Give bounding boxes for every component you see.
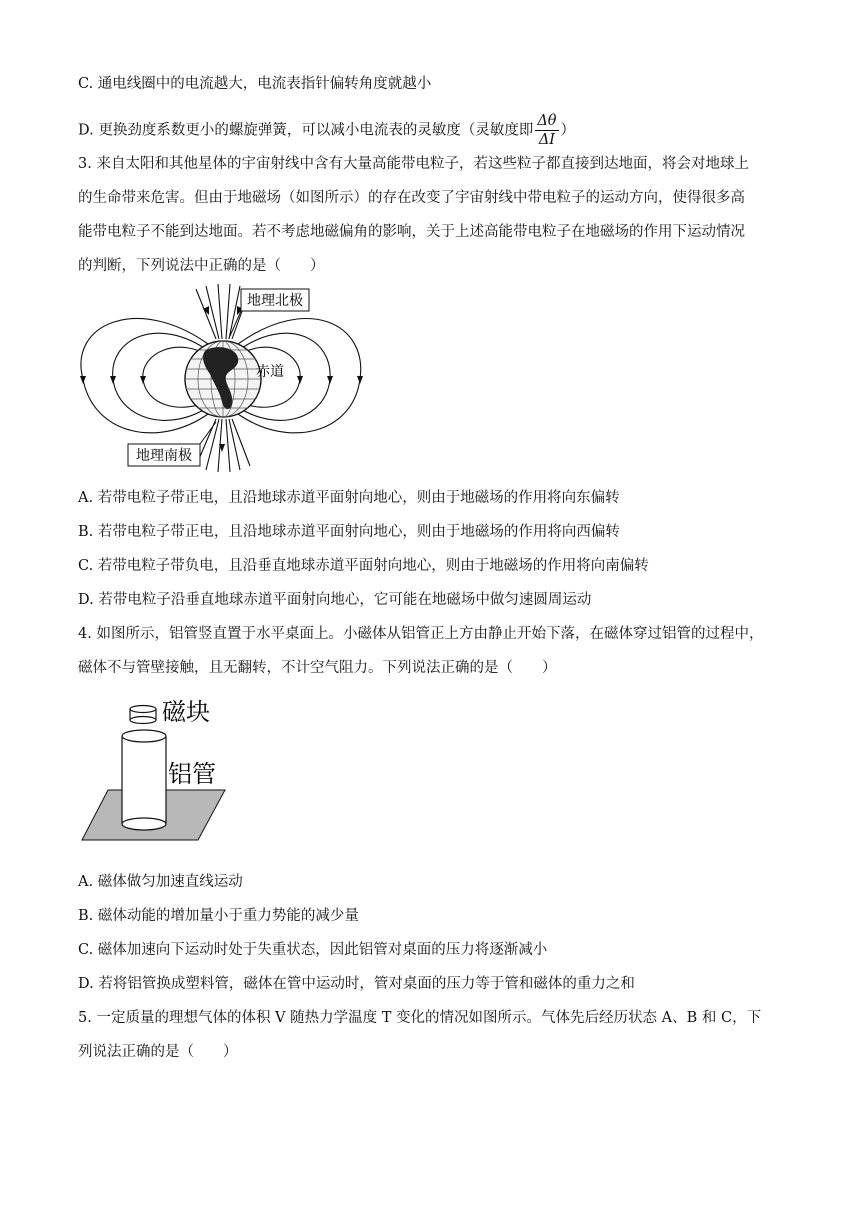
tube-label: 铝管 [168,760,216,788]
magnet-block [130,706,156,724]
q4-option-c: C. 磁体加速向下运动时处于失重状态，因此铝管对桌面的压力将逐渐减小 [78,942,548,958]
fraction-numerator: Δθ [537,113,557,129]
q3-option-b: B. 若带电粒子带正电，且沿地球赤道平面射向地心，则由于地磁场的作用将向西偏转 [78,524,620,540]
q2-option-d [78,112,575,149]
north-pole-label: 地理北极 [247,293,303,309]
fraction-denominator: ΔI [538,132,556,148]
q4-stem-line-1: 4. 如图所示，铝管竖直置于水平桌面上。小磁体从铝管正上方由静止开始下落，在磁体穿过铝管的过程中， [78,626,764,642]
q2-option-d-text: D. 更换劲度系数更小的螺旋弹簧，可以减小电流表的灵敏度（灵敏度即 [78,122,534,139]
q3-option-a: A. 若带电粒子带正电，且沿地球赤道平面射向地心，则由于地磁场的作用将向东偏转 [78,490,620,506]
q4-stem-line-2: 磁体不与管壁接触，且无翻转，不计空气阻力。下列说法正确的是（ ） [78,660,557,676]
q4-option-d: D. 若将铝管换成塑料管，磁体在管中运动时，管对桌面的压力等于管和磁体的重力之和 [78,976,635,992]
magnet-label: 磁块 [162,698,210,726]
magnet-tube-figure [80,690,260,855]
q3-stem-line-4: 的判断，下列说法中正确的是（ ） [78,258,325,274]
sensitivity-fraction [535,112,558,149]
q2-option-d-close: ） [560,122,576,139]
aluminum-tube [122,730,166,830]
q3-option-c: C. 若带电粒子带负电，且沿垂直地球赤道平面射向地心，则由于地磁场的作用将向南偏转 [78,558,649,574]
q3-stem-line-3: 能带电粒子不能到达地面。若不考虑地磁偏角的影响，关于上述高能带电粒子在地磁场的作用下运动情况 [78,224,745,240]
equator-label: 赤道 [256,364,284,380]
q4-option-b: B. 磁体动能的增加量小于重力势能的减少量 [78,908,359,924]
q4-option-a: A. 磁体做匀加速直线运动 [78,874,243,890]
q5-stem-line-2: 列说法正确的是（ ） [78,1044,238,1060]
south-pole-label: 地理南极 [136,448,192,464]
geomagnetic-field-figure [78,284,368,474]
q5-stem-line-1: 5. 一定质量的理想气体的体积 V 随热力学温度 T 变化的情况如图所示。气体先后经历状态 A、B 和 C，下 [78,1010,762,1026]
earth-globe [185,341,261,417]
q2-option-c: C. 通电线圈中的电流越大，电流表指针偏转角度就越小 [78,76,432,92]
q3-stem-line-1: 3. 来自太阳和其他星体的宇宙射线中含有大量高能带电粒子，若这些粒子都直接到达地面，将会对地球上 [78,156,749,172]
q3-stem-line-2: 的生命带来危害。但由于地磁场（如图所示）的存在改变了宇宙射线中带电粒子的运动方向，使得很多高 [78,190,745,206]
q3-option-d: D. 若带电粒子沿垂直地球赤道平面射向地心，它可能在地磁场中做匀速圆周运动 [78,592,592,608]
